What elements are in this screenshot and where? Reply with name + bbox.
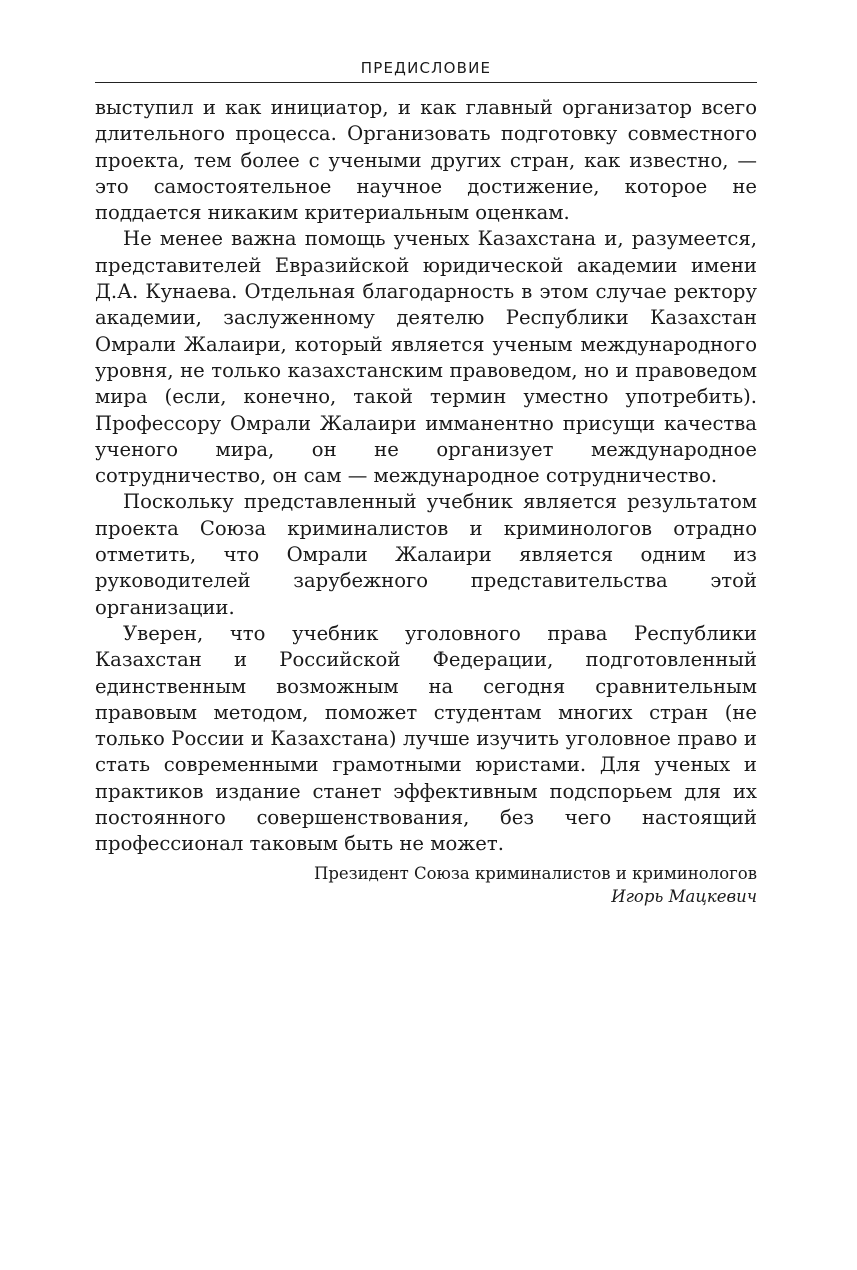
signature-name: Игорь Мацкевич <box>611 886 757 906</box>
paragraph-acknowledgement: Не менее важна помощь ученых Казахстана и, разумеется, представителей Евразийской юридической академии имени Д.А. Кунаева. Отдельная благодарность в этом случае ректору академии, заслуженному деятелю Республики Казахстан Омрали Жалаири, который является ученым международного уровня, не только казахстанским правоведом, но и правоведом мира (если, конечно, такой термин уместно употребить). Профессору Омрали Жалаири имманентно присущи качества ученого мира, он не организует международное сотрудничество, он сам — международное сотрудничество. <box>95 227 757 488</box>
body-text <box>95 95 757 858</box>
running-head: ПРЕДИСЛОВИЕ <box>95 58 757 83</box>
paragraph-conclusion: Уверен, что учебник уголовного права Республики Казахстан и Российской Федерации, подготовленный единственным возможным на сегодня сравнительным правовым методом, поможет студентам многих стран (не только России и Казахстана) лучше изучить уголовное право и стать современными грамотными юристами. Для ученых и практиков издание станет эффективным подспорьем для их постоянного совершенствования, без чего настоящий профессионал таковым быть не может. <box>95 621 757 856</box>
signature-block <box>95 862 757 908</box>
paragraph-continuation: выступил и как инициатор, и как главный организатор всего длительного процесса. Организовать подготовку совместного проекта, тем более с учеными других стран, как известно, — это самостоятельное научное достижение, которое не поддается никаким критериальным оценкам. <box>95 96 757 225</box>
paragraph-project: Поскольку представленный учебник является результатом проекта Союза криминалистов и криминологов отрадно отметить, что Омрали Жалаири является одним из руководителей зарубежного представительства этой организации. <box>95 490 757 619</box>
signature-position: Президент Союза криминалистов и криминологов <box>313 863 757 883</box>
book-page <box>95 58 757 908</box>
